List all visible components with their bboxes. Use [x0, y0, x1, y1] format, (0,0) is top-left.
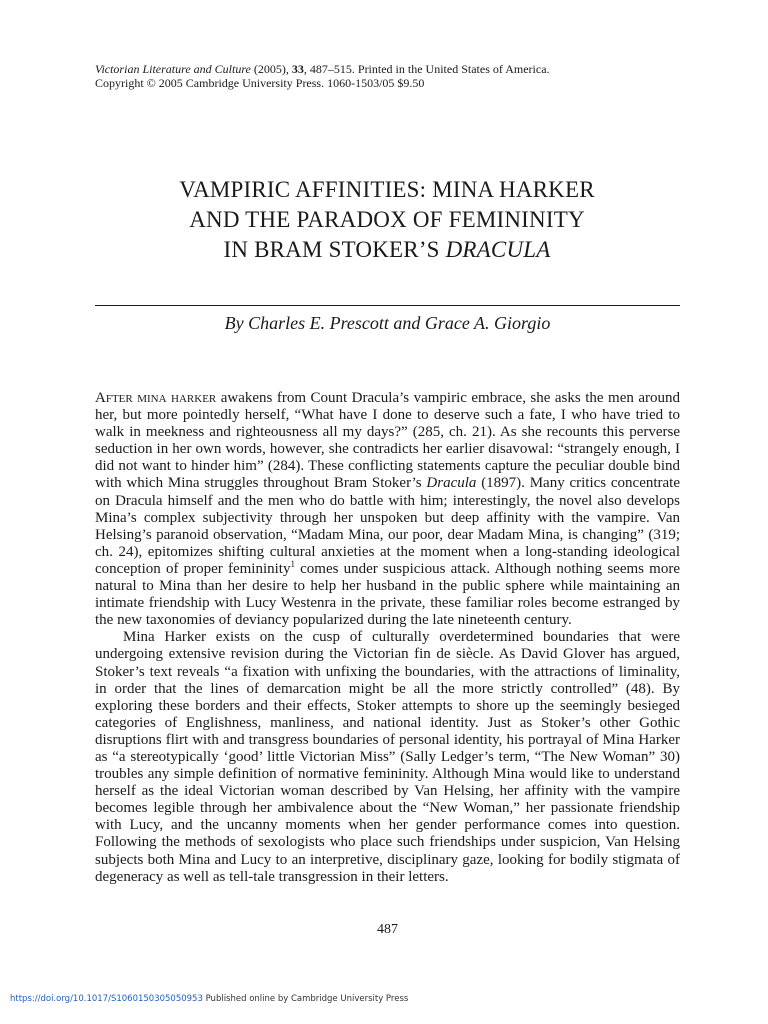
article-title: [80, 175, 694, 265]
title-line-3-prefix: IN BRAM STOKER’S: [223, 237, 446, 262]
footer: [10, 994, 408, 1004]
paragraph-1: [95, 390, 680, 629]
paragraph-1-segment-2: (1897). Many critics concentrate on Dracula himself and the men who do battle with him; interestingly, the novel also develops Mina’s complex subjectivity through her unspoken but deep affinity with the vampire. Van Helsing’s paranoid observation, “Madam Mina, our poor, dear Madam Mina, is changing” (319; ch. 24), epitomizes shifting cultural anxieties at the moment when a long-standing ideological conception of proper femininity: [95, 475, 681, 577]
author-byline: By Charles E. Prescott and Grace A. Giorgio: [224, 313, 551, 333]
journal-year: (2005),: [253, 62, 289, 76]
title-line-3: [80, 235, 694, 265]
paragraph-1-segment-3: comes under suspicious attack. Although nothing seems more natural to Mina than her desire to help her husband in the public sphere while maintaining an intimate friendship with Lucy Westenra in the private, these familiar roles become estranged by the new taxonomies of deviancy popularized during the late nineteenth century.: [95, 560, 680, 629]
journal-volume: 33: [291, 62, 304, 76]
title-line-1: VAMPIRIC AFFINITIES: MINA HARKER: [179, 177, 595, 202]
paragraph-2: Mina Harker exists on the cusp of culturally overdetermined boundaries that were undergoing extensive revision during the Victorian fin de siècle. As David Glover has argued, Stoker’s text reveals “a fixation with unfixing the boundaries, with the attractions of liminality, in order that the lines of demarcation might be all the more strictly controlled” (48). By exploring these borders and their effects, Stoker attempts to shore up the seemingly besieged categories of Englishness, manliness, and national identity. Just as Stoker’s other Gothic disruptions flirt with and transgress boundaries of personal identity, his portrayal of Mina Harker as “a stereotypically ‘good’ little Victorian Miss” (Sally Ledger’s term, “The New Woman” 30) troubles any simple definition of normative femininity. Although Mina would like to understand herself as the ideal Victorian woman described by Van Helsing, her affinity with the vampire becomes legible through her ambivalence about the “New Woman,” her passionate friendship with Lucy, and the uncanny moments when her gender performance comes into question. Following the methods of sexologists who place such friendships under suspicion, Van Helsing subjects both Mina and Lucy to an interpretive, disciplinary gaze, looking for bodily stigmata of degeneracy as well as tell-tale transgression in their letters.: [95, 629, 680, 885]
doi-link[interactable]: https://doi.org/10.1017/S1060150305050953: [10, 994, 203, 1004]
title-rule: [95, 305, 680, 306]
paragraph-lead-in: After mina harker: [95, 390, 217, 406]
footnote-marker[interactable]: 1: [290, 558, 295, 569]
title-dracula: DRACULA: [445, 237, 551, 262]
citation-line: [95, 62, 695, 76]
paragraph-1-segment-1: awakens from Count Dracula’s vampiric embrace, she asks the men around her, but more pointedly herself, “What have I done to deserve such a fate, I who have tried to walk in meekness and righteousness all my days?” (285, ch. 21). As she recounts this perverse seduction in her own words, however, she contradicts her earlier disavowal: “strangely enough, I did not want to hinder him” (284). These conflicting statements capture the peculiar double bind with which Mina struggles throughout Bram Stoker’s: [95, 390, 680, 492]
article-body: [95, 390, 680, 886]
copyright-line: Copyright © 2005 Cambridge University Press. 1060-1503/05 $9.50: [95, 76, 425, 90]
title-line-2: AND THE PARADOX OF FEMININITY: [189, 207, 585, 232]
journal-pages: , 487–515. Printed in the United States of America.: [303, 62, 550, 76]
published-online-note: Published online by Cambridge University Press: [202, 994, 409, 1004]
page-number: 487: [377, 922, 398, 937]
dracula-italic: Dracula: [426, 475, 477, 492]
journal-header: [95, 62, 695, 90]
journal-name: Victorian Literature and Culture: [95, 62, 251, 76]
